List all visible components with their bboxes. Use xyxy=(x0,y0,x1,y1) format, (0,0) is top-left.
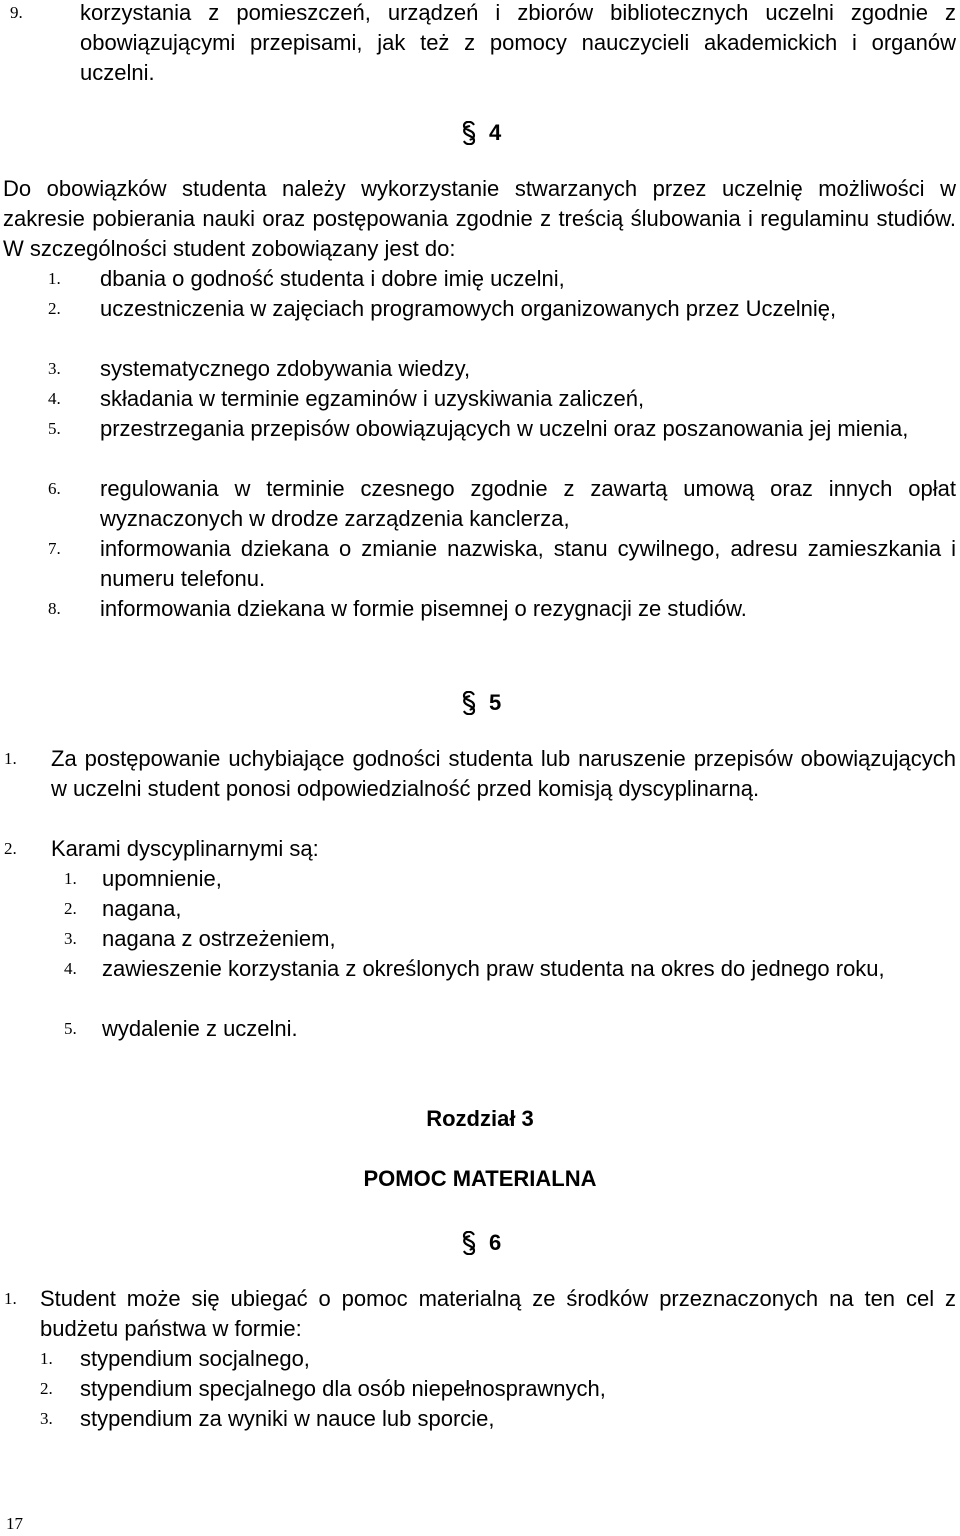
list-text: stypendium socjalnego, xyxy=(80,1346,310,1371)
list-text: regulowania w terminie czesnego zgodnie z zawartą umową oraz innych opłat wyznaczonych w drodze zarządzenia kanclerza, xyxy=(100,476,956,531)
section-sign-icon xyxy=(461,1231,477,1255)
list-text: zawieszenie korzystania z określonych praw studenta na okres do jednego roku, xyxy=(102,956,885,981)
list-number: 3. xyxy=(40,1409,53,1428)
list-text: dbania o godność studenta i dobre imię uczelni, xyxy=(100,266,565,291)
list-number: 5. xyxy=(48,419,61,438)
list-item xyxy=(64,954,956,984)
paragraph-item xyxy=(4,744,956,804)
list-text: upomnienie, xyxy=(102,866,222,891)
list-number: 2. xyxy=(48,299,61,318)
list-text: wydalenie z uczelni. xyxy=(102,1016,298,1041)
list-text: stypendium specjalnego dla osób niepełnosprawnych, xyxy=(80,1376,606,1401)
section-sign-icon xyxy=(461,121,477,145)
list-number: 5. xyxy=(64,1019,77,1038)
list-text: składania w terminie egzaminów i uzyskiwania zaliczeń, xyxy=(100,386,645,411)
list-text: przestrzegania przepisów obowiązujących w uczelni oraz poszanowania jej mienia, xyxy=(100,416,909,441)
list-text: nagana z ostrzeżeniem, xyxy=(102,926,336,951)
list-number: 8. xyxy=(48,599,61,618)
list-number: 2. xyxy=(64,899,77,918)
paragraph-item xyxy=(4,834,956,864)
list-number: 3. xyxy=(48,359,61,378)
list-text: systematycznego zdobywania wiedzy, xyxy=(100,356,471,381)
list-item xyxy=(40,1404,956,1434)
paragraph-text: Za postępowanie uchybiające godności studenta lub naruszenie przepisów obowiązujących w uczelni student ponosi odpowiedzialność przed komisją dyscyplinarną. xyxy=(51,746,956,801)
section-sign-icon xyxy=(461,691,477,715)
list-number: 1. xyxy=(40,1349,53,1368)
list-item xyxy=(64,1014,956,1044)
page-number: 17 xyxy=(6,1514,23,1533)
list-item xyxy=(48,534,956,594)
chapter-title: Rozdział 3 xyxy=(426,1106,534,1131)
list-item xyxy=(48,354,956,384)
list-item xyxy=(64,894,956,924)
section-number: 4 xyxy=(489,120,502,145)
list-number: 2. xyxy=(40,1379,53,1398)
list-item xyxy=(48,594,956,624)
paragraph-text: Karami dyscyplinarnymi są: xyxy=(51,836,319,861)
list-item xyxy=(48,384,956,414)
list-text: informowania dziekana o zmianie nazwiska, stanu cywilnego, adresu zamieszkania i numeru telefonu. xyxy=(100,536,956,591)
list-number: 9. xyxy=(10,3,23,22)
section-number: 5 xyxy=(489,690,502,715)
list-number: 3. xyxy=(64,929,77,948)
paragraph-text: Student może się ubiegać o pomoc materialną ze środków przeznaczonych na ten cel z budżetu państwa w formie: xyxy=(40,1286,956,1341)
list-number: 4. xyxy=(48,389,61,408)
list-item xyxy=(48,474,956,534)
list-item xyxy=(48,294,956,324)
list-item xyxy=(48,264,956,294)
list-text: informowania dziekana w formie pisemnej o rezygnacji ze studiów. xyxy=(100,596,747,621)
list-number: 6. xyxy=(48,479,61,498)
section-4-intro: Do obowiązków studenta należy wykorzystanie stwarzanych przez uczelnię możliwości w zakresie pobierania nauki oraz postępowania zgodnie z treścią ślubowania i regulaminu studiów. W szczególności student zobowiązany jest do: xyxy=(3,176,956,261)
list-number: 4. xyxy=(64,959,77,978)
list-text: uczestniczenia w zajęciach programowych organizowanych przez Uczelnię, xyxy=(100,296,837,321)
section-heading-5 xyxy=(461,688,501,718)
list-text: korzystania z pomieszczeń, urządzeń i zbiorów bibliotecznych uczelni zgodnie z obowiązującymi przepisami, jak też z pomocy nauczycieli akademickich i organów uczelni. xyxy=(80,0,956,85)
list-number: 1. xyxy=(64,869,77,888)
list-item xyxy=(10,0,956,88)
list-item xyxy=(40,1374,956,1404)
paragraph-item xyxy=(4,1284,956,1344)
list-text: stypendium za wyniki w nauce lub sporcie, xyxy=(80,1406,495,1431)
list-number: 1. xyxy=(48,269,61,288)
list-item xyxy=(64,864,956,894)
list-item xyxy=(48,414,956,444)
section-number: 6 xyxy=(489,1230,502,1255)
list-text: nagana, xyxy=(102,896,182,921)
section-heading-6 xyxy=(461,1228,501,1258)
paragraph-number: 2. xyxy=(4,839,17,858)
section-heading-4 xyxy=(461,118,501,148)
list-number: 7. xyxy=(48,539,61,558)
list-item xyxy=(40,1344,956,1374)
paragraph-number: 1. xyxy=(4,749,17,768)
list-item xyxy=(64,924,956,954)
paragraph-number: 1. xyxy=(4,1289,17,1308)
chapter-subtitle: POMOC MATERIALNA xyxy=(363,1166,597,1191)
